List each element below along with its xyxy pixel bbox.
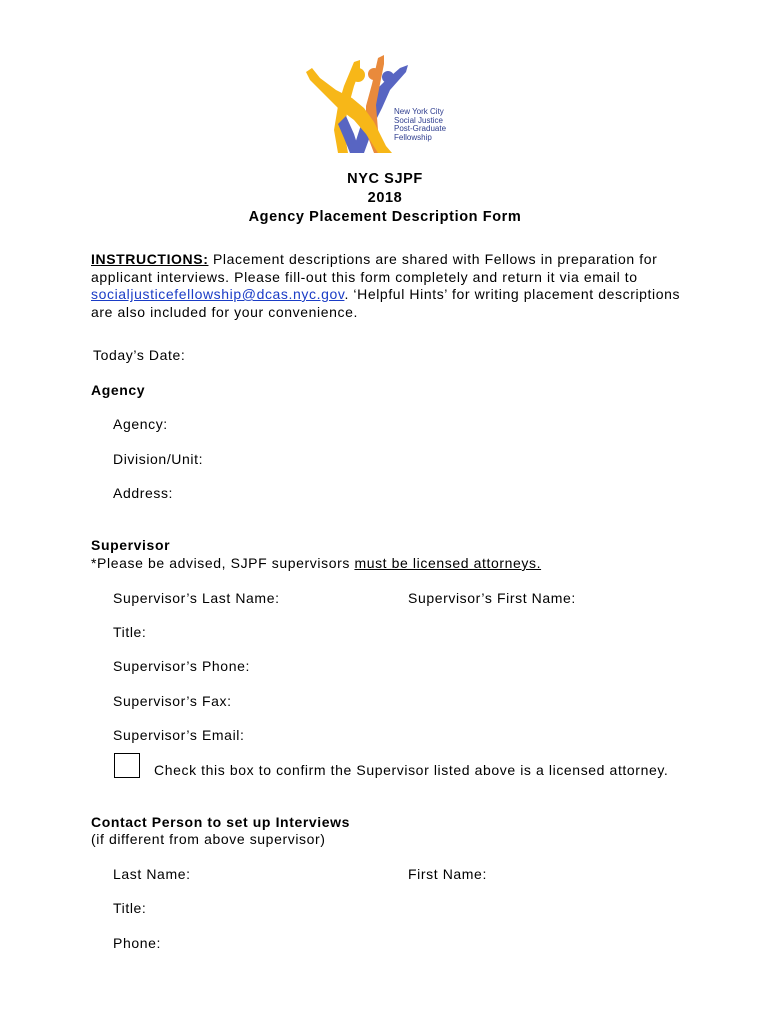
email-link[interactable]: socialjusticefellowship@dcas.nyc.gov (91, 286, 345, 302)
supervisor-heading: Supervisor (91, 537, 171, 553)
contact-last-name-label: Last Name: (113, 866, 191, 882)
instructions-text-1: Placement descriptions are shared with Fellows in preparation for applicant interviews. Please fill-out this form completely and return it via email to (91, 251, 658, 285)
title-line-2: 2018 (367, 190, 403, 206)
instructions-label: INSTRUCTIONS: (91, 251, 209, 267)
supervisor-first-name-label: Supervisor’s First Name: (408, 590, 576, 606)
logo-text (394, 108, 446, 142)
supervisor-fax-label: Supervisor’s Fax: (113, 693, 232, 709)
supervisor-note-text: *Please be advised, SJPF supervisors (91, 555, 355, 571)
supervisor-note-emphasis: must be licensed attorneys. (354, 555, 542, 571)
contact-subheading: (if different from above supervisor) (91, 831, 326, 847)
sjpf-logo (302, 50, 452, 155)
supervisor-last-name-label: Supervisor’s Last Name: (113, 590, 280, 606)
contact-first-name-label: First Name: (408, 866, 487, 882)
division-label: Division/Unit: (113, 451, 204, 467)
logo-line: Social Justice (394, 115, 443, 125)
contact-title-label: Title: (113, 900, 147, 916)
logo-line: Post-Graduate (394, 124, 447, 134)
supervisor-title-label: Title: (113, 624, 147, 640)
supervisor-email-label: Supervisor’s Email: (113, 727, 245, 743)
agency-heading: Agency (91, 382, 146, 398)
title-line-3: Agency Placement Description Form (248, 209, 522, 225)
logo-line: Fellowship (394, 132, 432, 142)
supervisor-phone-label: Supervisor’s Phone: (113, 658, 250, 674)
agency-label: Agency: (113, 416, 168, 432)
address-label: Address: (113, 485, 174, 501)
licensed-attorney-checkbox[interactable] (114, 753, 140, 778)
contact-heading: Contact Person to set up Interviews (91, 814, 351, 830)
form-title (0, 170, 770, 227)
supervisor-note (91, 555, 541, 571)
instructions-text-2: . ‘Helpful Hints’ for writing placement descriptions are also included for your convenience. (91, 286, 681, 320)
logo-line: New York City (394, 107, 444, 116)
title-line-1: NYC SJPF (347, 171, 423, 187)
checkbox-label: Check this box to confirm the Supervisor listed above is a licensed attorney. (154, 762, 669, 778)
contact-phone-label: Phone: (113, 935, 161, 951)
todays-date-label: Today’s Date: (93, 347, 186, 363)
instructions-paragraph (91, 251, 701, 321)
